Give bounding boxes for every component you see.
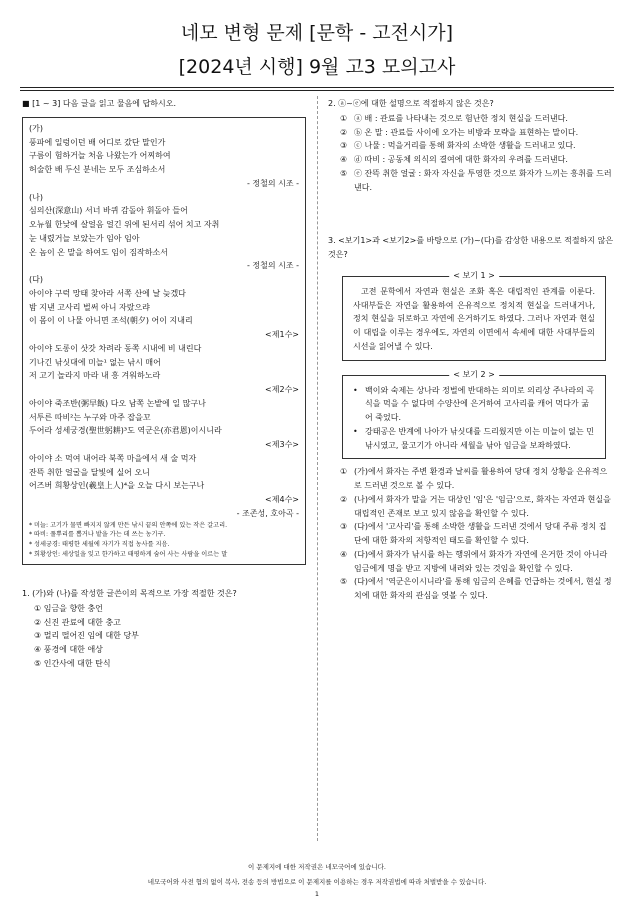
- footnote: * 성세궁경: 태평한 세월에 자기가 직접 농사를 지음.: [29, 541, 170, 549]
- poem-line: 눈 내렸거늘 보았는가 임아 임아: [29, 233, 140, 243]
- answer-option[interactable]: [340, 548, 614, 576]
- answer-option[interactable]: [340, 139, 614, 153]
- bogi-2-label: < 보기 2 >: [449, 369, 499, 381]
- question-1: [22, 587, 306, 671]
- option-text: (다)에서 '역군은이시니라'를 통해 임금의 은혜를 언급하는 것에서, 현실 정치에 대한 화자의 관심을 엿볼 수 있다.: [354, 577, 612, 600]
- option-text: ⓔ 잔뜩 취한 얼굴 : 화자 자신을 투영한 것으로 화자가 느끼는 흥취를 드러낸다.: [354, 168, 612, 192]
- option-text: ⓓ 따비 : 공동체 의식의 결여에 대한 화자의 우려를 드러낸다.: [354, 155, 568, 164]
- stanza-mark: <제4수>: [265, 495, 299, 504]
- stanza-mark: <제1수>: [265, 330, 299, 339]
- question-3: [328, 234, 614, 603]
- poem-line: 심의산(深意山) 서너 바퀴 감돌아 휘돌아 들어: [29, 206, 188, 216]
- section-label: (다): [29, 275, 43, 284]
- footnotes: [29, 521, 299, 561]
- stanza-mark: <제3수>: [265, 440, 299, 449]
- poem-source: - 정철의 시조 -: [246, 261, 299, 271]
- bogi-2-text: 백이와 숙제는 상나라 정벌에 반대하는 의미로 의리상 주나라의 곡식을 먹을 수 없다며 수양산에 은거하여 고사리를 캐어 먹다가 굶어 죽었다.: [365, 385, 594, 422]
- question-stem: 1. (가)와 (나)를 작성한 글쓴이의 목적으로 가장 적절한 것은?: [22, 589, 237, 599]
- answer-option[interactable]: [340, 575, 614, 603]
- answer-option[interactable]: [340, 493, 614, 521]
- option-number: ④: [340, 549, 348, 559]
- option-text: (다)에서 화자가 낚시를 하는 행위에서 화자가 자연에 은거한 것이 아니라 임금에게 명을 받고 지방에 내려와 있는 것임을 확인할 수 있다.: [354, 549, 608, 573]
- section-label: (나): [29, 192, 43, 202]
- right-column: [328, 97, 614, 603]
- question-stem: 3. <보기1>과 <보기2>를 바탕으로 (가)~(다)를 감상한 내용으로 적절하지 않은 것은?: [328, 236, 614, 259]
- poem-line: 아이야 죽조반(粥早飯) 다오 남쪽 논밭에 일 많구나: [29, 398, 206, 408]
- page-title: 네모 변형 문제 [문학 - 고전시가]: [180, 22, 454, 44]
- footnote: * 미늘: 고기가 물면 빠지지 않게 만든 낚시 끝의 안쪽에 있는 작은 갈고리.: [29, 521, 228, 529]
- option-number: ③: [340, 522, 348, 532]
- answer-option[interactable]: ② 신진 관료에 대한 충고: [34, 617, 121, 627]
- page-number: 1: [314, 890, 320, 898]
- option-number: ⑤: [340, 577, 348, 587]
- option-number: ③: [340, 141, 348, 151]
- answer-option[interactable]: [340, 112, 614, 126]
- bogi-1-label: < 보기 1 >: [449, 270, 499, 282]
- option-number: ④: [340, 155, 348, 164]
- poem-source: - 정철의 시조 -: [246, 178, 299, 188]
- poem-line: 어즈버 희황상인(羲皇上人)⁴을 오늘 다시 보는구나: [29, 481, 205, 491]
- bullet-icon: •: [353, 426, 358, 436]
- answer-option[interactable]: ① 임금을 향한 충언: [34, 603, 103, 613]
- footnote: * 희황상인: 세상일을 잊고 한가하고 태평하게 숨어 사는 사람을 이르는 말: [29, 551, 228, 559]
- option-text: (가)에서 화자는 주변 환경과 날씨를 활용하여 당대 정치 상황을 은유적으로 드러낸 것으로 볼 수 있다.: [354, 467, 608, 490]
- poem-line: 서투른 따비²는 누구와 마주 잡을꼬: [29, 412, 151, 422]
- answer-option[interactable]: [340, 520, 614, 548]
- column-divider: [317, 96, 318, 841]
- answer-option[interactable]: [340, 126, 614, 140]
- passage-a: [29, 122, 299, 191]
- bogi-2-text: 강태공은 반계에 나아가 낚싯대를 드리웠지만 이는 미늘이 없는 민낚시였고, 물고기가 아니라 세월을 낚아 임금을 보좌하였다.: [365, 426, 594, 450]
- answer-option[interactable]: [340, 465, 614, 493]
- poem-line: 두어라 성세궁경(聖世躬耕)³도 역군은(亦君恩)이시니라: [29, 426, 222, 436]
- answer-option[interactable]: ⑤ 인간사에 대한 탄식: [34, 658, 111, 668]
- question-stem: 2. ⓐ~ⓔ에 대한 설명으로 적절하지 않은 것은?: [328, 99, 494, 108]
- bogi-2-box: [342, 369, 606, 460]
- poem-line: 아이야 도롱이 삿갓 차려라 동쪽 시내에 비 내린다: [29, 343, 202, 353]
- poem-line: 온 놈이 온 말을 하여도 임이 짐작하소서: [29, 247, 168, 257]
- header-rule-bottom: [20, 90, 614, 91]
- copyright-notice: 이 문제지에 대한 저작권은 네모국어에 있습니다.: [248, 863, 386, 871]
- bogi-2-item: [353, 384, 595, 425]
- poem-line: 풍파에 일렁이던 배 어디로 갔단 말인가: [29, 137, 166, 147]
- bogi-1-box: [342, 270, 606, 361]
- option-number: ⑤: [340, 168, 348, 178]
- answer-option[interactable]: [340, 153, 614, 167]
- section-label: (가): [29, 123, 43, 133]
- poem-line: 구름이 험하거늘 처음 나왔는가 어찌하여: [29, 151, 171, 161]
- page-subtitle: [2024년 시행] 9월 고3 모의고사: [178, 56, 456, 78]
- poem-line: 오뉴월 한낮에 살얼음 얼긴 위에 된서리 섞어 치고 자취: [29, 220, 220, 229]
- poem-line: 밤 지낸 고사리 벌써 아니 자랐으랴: [29, 302, 150, 312]
- option-text: ⓐ 배 : 관료를 나타내는 것으로 험난한 정치 현실을 드러낸다.: [354, 113, 568, 123]
- poem-line: 저 고기 놀라지 마라 내 흥 겨워하노라: [29, 371, 161, 381]
- footnote: * 따비: 풀뿌리를 뽑거나 밭을 가는 데 쓰는 농기구.: [29, 531, 166, 539]
- bullet-icon: •: [353, 385, 358, 395]
- answer-option[interactable]: ④ 풍경에 대한 애상: [34, 645, 103, 655]
- passage-c: [29, 273, 299, 521]
- instruction: ■ [1 ~ 3] 다음 글을 읽고 물음에 답하시오.: [22, 99, 177, 108]
- bogi-1-text: 고전 문학에서 자연과 현실은 조화 혹은 대립적인 관계를 이룬다. 사대부들은 자연을 활용하여 은유적으로 정치적 현실을 드러내거나, 정치 현실을 뒤로하고 자연에 은거하기도 하였다. 그러나 자연과 현실이 대립을 이루는 경우에도, 자연의 이면에서 속세에 대한 사대부들의 시선을 읽어낼 수 있다.: [353, 286, 595, 351]
- option-text: ⓑ 온 말 : 관료들 사이에 오가는 비방과 모략을 표현하는 말이다.: [354, 127, 579, 137]
- option-number: ②: [340, 127, 348, 137]
- copyright-warning: 네모국어와 사전 협의 없이 복사, 전송 등의 방법으로 이 문제지를 이용하는 경우 저작권법에 따라 처벌받을 수 있습니다.: [147, 878, 487, 886]
- passage-b: [29, 191, 299, 274]
- option-text: (나)에서 화자가 말을 거는 대상인 '임'은 '임금'으로, 화자는 자연과 현실을 대립적인 존재로 보고 있지 않음을 확인할 수 있다.: [354, 494, 611, 518]
- poem-line: 이 몸이 이 나물 아니면 조석(朝夕) 어이 지내리: [29, 316, 193, 326]
- poem-line: 잔뜩 취한 얼굴을 달빛에 실어 오니: [29, 467, 150, 477]
- header-rule-top: [20, 87, 614, 88]
- bogi-2-item: [353, 425, 595, 453]
- poem-line: 아이야 구럭 망태 찾아라 서쪽 산에 날 늦겠다: [29, 288, 186, 298]
- option-number: ①: [340, 467, 348, 477]
- answer-option[interactable]: [340, 167, 614, 195]
- answer-option[interactable]: ③ 멀리 떨어진 임에 대한 당부: [34, 631, 139, 641]
- option-text: ⓒ 나물 : 먹을거리를 통해 화자의 소박한 생활을 드러내고 있다.: [354, 141, 576, 151]
- poem-source: - 조존성, 호아곡 -: [236, 508, 299, 518]
- passage-box: [22, 117, 306, 565]
- poem-line: 아이야 소 먹여 내어라 북쪽 마을에서 새 술 먹자: [29, 453, 197, 463]
- question-2: [328, 97, 614, 194]
- option-number: ①: [340, 113, 348, 123]
- poem-line: 기나긴 낚싯대에 미늘¹ 없는 낚시 매어: [29, 357, 161, 367]
- option-number: ②: [340, 494, 348, 504]
- left-column: [22, 97, 306, 671]
- option-text: (다)에서 '고사리'를 통해 소박한 생활을 드러낸 것에서 당대 주류 정치 집단에 대한 화자의 저항적인 태도를 확인할 수 있다.: [354, 522, 607, 545]
- poem-line: 허술한 배 두신 분네는 모두 조심하소서: [29, 165, 166, 174]
- stanza-mark: <제2수>: [265, 385, 299, 394]
